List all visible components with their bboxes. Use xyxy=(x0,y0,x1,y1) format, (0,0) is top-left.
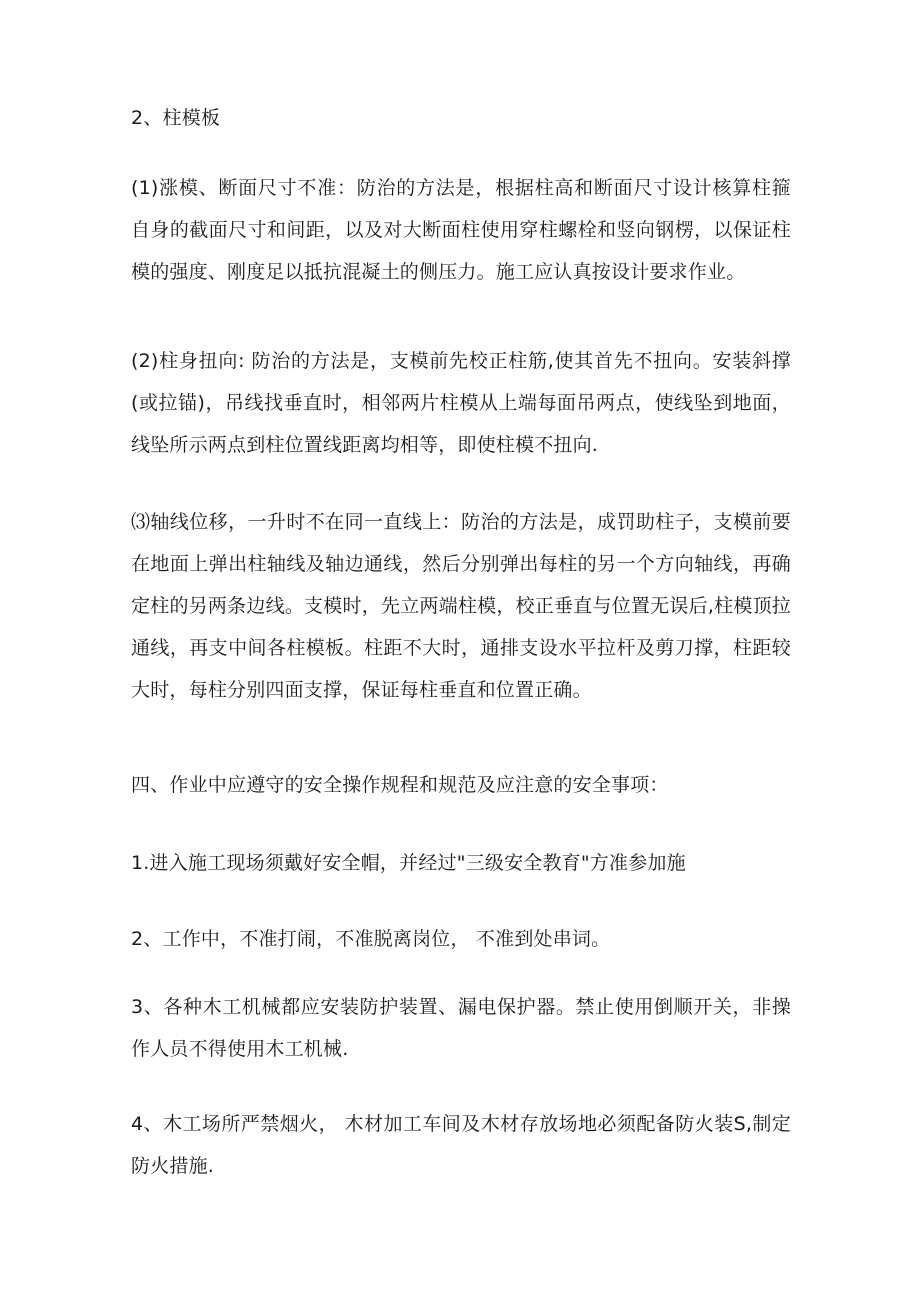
paragraph-safety-2: 2、工作中，不准打闹，不准脱离岗位， 不准到处串词。 xyxy=(131,928,611,950)
section-heading-safety: 四、作业中应遵守的安全操作规程和规范及应注意的安全事项： xyxy=(131,774,669,796)
paragraph-safety-4: 4、木工场所严禁烟火， 木材加工车间及木材存放场地必须配备防火装S,制定防火措施. xyxy=(131,1113,791,1177)
section-heading-column-formwork: 2、柱模板 xyxy=(131,107,221,129)
paragraph-item-3: ⑶轴线位移，一升时不在同一直线上：防治的方法是，成罚助柱子，支模前要在地面上弹出柱轴线及轴边通线，然后分别弹出每柱的另一个方向轴线，再确定柱的另两条边线。支模时，先立两端柱模，校正垂直与位置无误后,柱模顶拉通线，再支中间各柱模板。柱距不大时，通排支设水平拉杆及剪刀撑，柱距较大时，每柱分别四面支撑，保证每柱垂直和位置正确。 xyxy=(131,511,791,701)
paragraph-item-1: (1)涨模、断面尺寸不准：防治的方法是，根据柱高和断面尺寸设计核算柱箍自身的截面尺寸和间距，以及对大断面柱使用穿柱螺栓和竖向钢楞，以保证柱模的强度、刚度足以抵抗混凝土的侧压力。施工应认真按设计要求作业。 xyxy=(131,177,791,283)
paragraph-item-2: (2)柱身扭向: 防治的方法是，支模前先校正柱筋,使其首先不扭向。安装斜撑(或拉锚)，吊线找垂直时，相邻两片柱模从上端每面吊两点，使线坠到地面，线坠所示两点到柱位置线距离均相等，即使柱模不扭向. xyxy=(131,350,791,456)
paragraph-safety-1: 1.进入施工现场须戴好安全帽，并经过"三级安全教育"方准参加施 xyxy=(131,852,686,874)
paragraph-safety-3: 3、各种木工机械都应安装防护装置、漏电保护器。禁止使用倒顺开关，非操作人员不得使用木工机械. xyxy=(131,996,791,1060)
